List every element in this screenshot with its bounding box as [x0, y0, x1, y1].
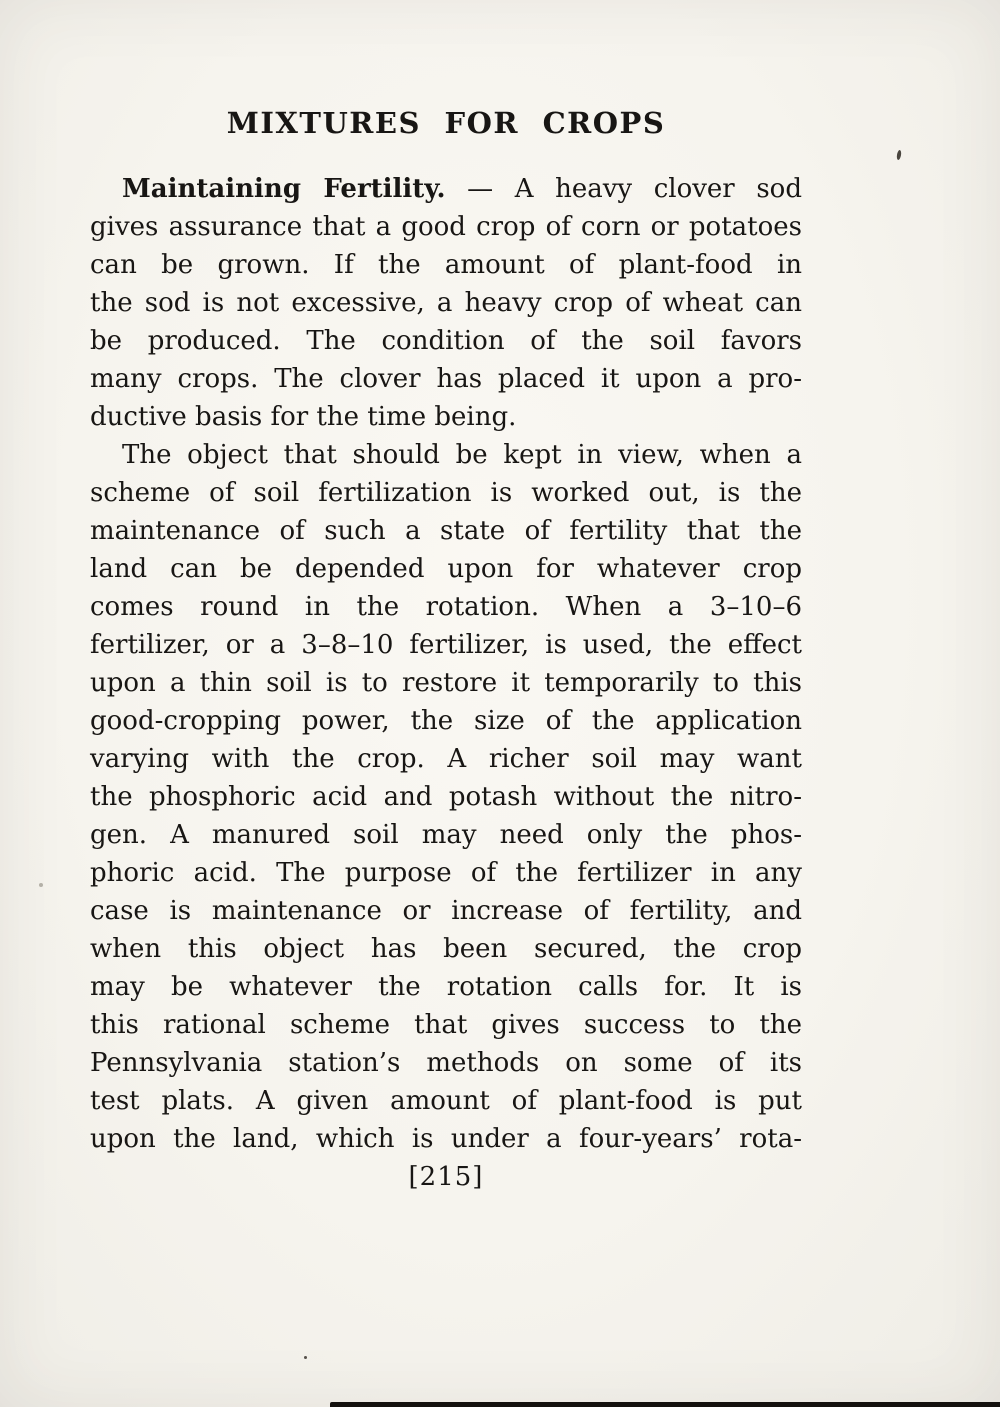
page-title: MIXTURES FOR CROPS	[226, 106, 666, 140]
text-line: The object that should be kept in view, when a	[122, 440, 802, 470]
scan-artifact-mark	[896, 150, 902, 161]
text-line: varying with the crop. A richer soil may want	[90, 744, 802, 774]
text-line: ductive basis for the time being.	[90, 402, 517, 432]
text-line: be produced. The condition of the soil favors	[90, 326, 802, 356]
text-block	[90, 170, 802, 1158]
page-number: [215]	[408, 1162, 484, 1192]
text-segment: — A heavy clover sod	[445, 174, 802, 204]
bold-lead-text: Maintaining Fertility.	[122, 174, 446, 204]
text-line: phoric acid. The purpose of the fertilizer in any	[90, 858, 802, 888]
text-line: scheme of soil fertilization is worked out, is the	[90, 478, 802, 508]
text-line: this rational scheme that gives success to the	[90, 1010, 802, 1040]
scan-artifact-speck	[39, 883, 43, 887]
text-line: gen. A manured soil may need only the phos-	[90, 820, 802, 850]
paragraph	[90, 436, 802, 1158]
text-line: land can be depended upon for whatever crop	[90, 554, 802, 584]
text-line: Pennsylvania station’s methods on some of its	[90, 1048, 802, 1078]
page-content	[90, 106, 802, 1192]
text-line: may be whatever the rotation calls for. It is	[90, 972, 802, 1002]
text-line: upon a thin soil is to restore it temporarily to this	[90, 668, 802, 698]
text-line: fertilizer, or a 3–8–10 fertilizer, is used, the effect	[90, 630, 802, 660]
text-line: comes round in the rotation. When a 3–10–6	[90, 592, 802, 622]
paragraph	[90, 170, 802, 436]
text-line: can be grown. If the amount of plant-food in	[90, 250, 802, 280]
text-line: when this object has been secured, the crop	[90, 934, 802, 964]
text-line: test plats. A given amount of plant-food is put	[90, 1086, 802, 1116]
text-line: many crops. The clover has placed it upon a pro-	[90, 364, 802, 394]
text-line: gives assurance that a good crop of corn or potatoes	[90, 212, 802, 242]
text-line: the sod is not excessive, a heavy crop of wheat can	[90, 288, 802, 318]
text-line: maintenance of such a state of fertility that the	[90, 516, 802, 546]
text-line: the phosphoric acid and potash without the nitro-	[90, 782, 802, 812]
text-line: upon the land, which is under a four-years’ rota-	[90, 1124, 802, 1154]
text-line: good-cropping power, the size of the application	[90, 706, 802, 736]
scan-artifact-speck	[304, 1356, 307, 1359]
text-line: case is maintenance or increase of fertility, and	[90, 896, 802, 926]
scan-edge-shadow	[330, 1402, 1000, 1407]
text-line	[90, 170, 802, 208]
